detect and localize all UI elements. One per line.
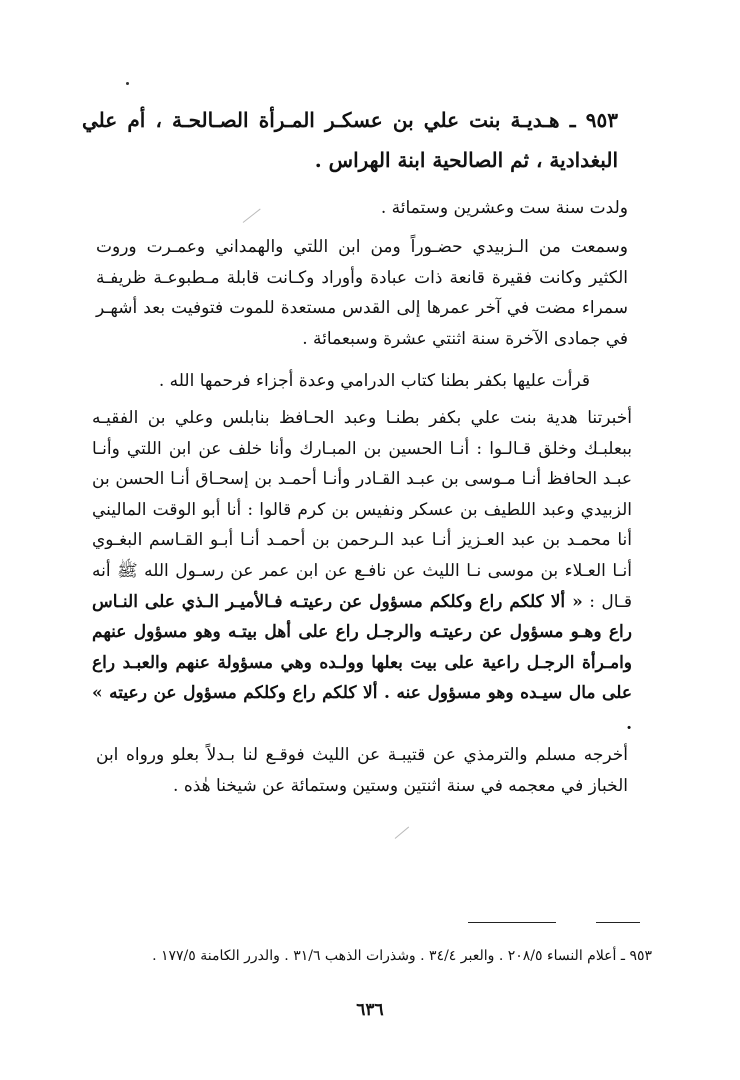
isnad-text: أخبرتنا هدية بنت علي بكفر بطنـا وعبد الحـافظ بنابلس وعلي بن الفقيـه ببعلبـك وخلق قـالـوا : أنـا الحسين بن المبـارك وأنا خلف عن ابن اللتي وأنـا عبـد الحافظ أنـا مـوسى بن عبـد القـادر وأنـا أحمـد بن إسحـاق أنـا الحسن بن الزبيدي وعبد اللطيف بن عسكر ونفيس بن كرم قالوا : أنا أبو الوقت الماليني أنا محمـد بن عبد العـزيز أنـا عبد الـرحمن بن أحمـد أنـا أبـو القـاسم البغـوي أنـا العـلاء بن موسى نـا الليث عن نافـع عن ابن عمر عن رسـول الله ﷺ أنه قـال : [92,408,632,612]
page-number: ٦٣٦ [356,1000,384,1020]
biography-paragraph: وسمعت من الـزبيدي حضـوراً ومن ابن اللتي والهمداني وعمـرت وروت الكثير وكانت فقيرة قانعة ذات عبادة وأوراد وكـانت قابلة مـطبوعـة ظريفـة سمراء مضت في آخر عمرها إلى القدس مستعدة للموت فتوفيت بعد أشهـر في جمادى الآخرة سنة اثنتي عشرة وسبعمائة . [96,237,628,349]
footnote-divider [468,922,556,923]
scan-speck [126,82,129,85]
takhrij-paragraph: أخرجه مسلم والترمذي عن قتيبـة عن الليث فوقـع لنا بـدلاً بعلو ورواه ابن الخباز في معجمه في سنة اثنتين وستين وستمائة عن شيخنا هٰذه . [96,745,628,796]
footnote: ٩٥٣ ـ أعلام النساء ٢٠٨/٥ . والعبر ٣٤/٤ . وشذرات الذهب ٣١/٦ . والدرر الكامنة ١٧٧/٥ . [152,948,652,964]
scan-mark [395,827,409,839]
birth-paragraph: ولدت سنة ست وعشرين وستمائة . [380,198,628,218]
reading-paragraph: قرأت عليها بكفر بطنا كتاب الدرامي وعدة أجزاء فرحمها الله . [158,371,590,391]
entry-heading: ٩٥٣ ـ هـديـة بنت علي بن عسكـر المـرأة الصـالحـة ، أم علي البغدادية ، ثم الصالحية ابنة الهراس . [82,108,618,172]
isnad-paragraph [92,403,632,740]
hadith-text: « ألا كلكم راع وكلكم مسؤول عن رعيتـه فـالأميـر الـذي على النـاس راع وهـو مسؤول عن رعيتـه والرجـل راع على أهل بيتـه وهو مسؤول عنهم وامـرأة الرجـل راعية على بيت بعلها وولـده وهي مسؤولة عنهم والعبـد راع على مال سيـده وهو مسؤول عنه . ألا كلكم راع وكلكم مسؤول عن رعيته » . [92,591,632,734]
footnote-divider-short [596,922,640,923]
